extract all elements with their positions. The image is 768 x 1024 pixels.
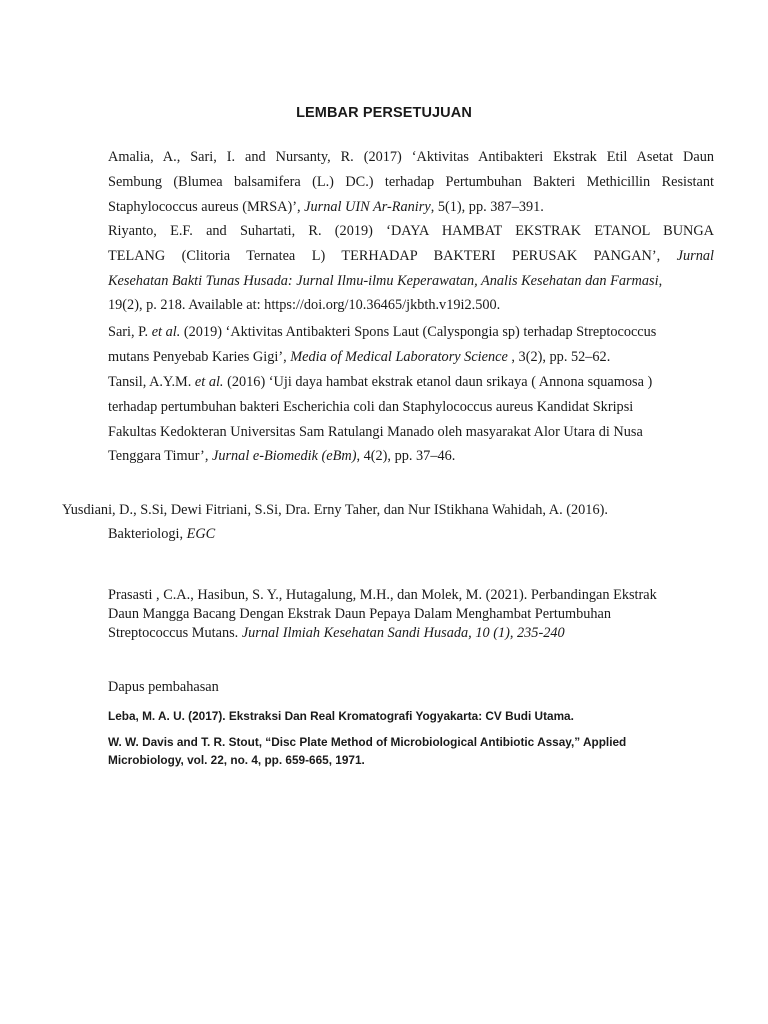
reference-line: Fakultas Kedokteran Universitas Sam Ratulangi Manado oleh masyarakat Alor Utara di Nusa	[108, 423, 643, 440]
reference-yusdiani	[62, 498, 722, 546]
reference-line: Riyanto, E.F. and Suhartati, R. (2019) ‘DAYA HAMBAT EKSTRAK ETANOL BUNGA	[108, 223, 714, 239]
reference-text: TELANG (Clitoria Ternatea L) TERHADAP BAKTERI PERUSAK PANGAN’,	[108, 247, 677, 264]
reference-line: Daun Mangga Bacang Dengan Ekstrak Daun Pepaya Dalam Menghambat Pertumbuhan	[108, 606, 612, 622]
reference-line: 19(2), p. 218. Available at: https://doi.org/10.36465/jkbth.v19i2.500.	[108, 297, 501, 314]
reference-sari	[108, 320, 714, 370]
reference-text: , 4(2), pp. 37–46.	[356, 448, 456, 465]
reference-line: Sembung (Blumea balsamifera (L.) DC.) terhadap Pertumbuhan Bakteri Methicillin Resistant	[108, 173, 714, 190]
reference-text: ,	[658, 272, 663, 289]
reference-text: , 5(1), pp. 387–391.	[430, 198, 544, 215]
reference-line: Prasasti , C.A., Hasibun, S. Y., Hutagalung, M.H., dan Molek, M. (2021). Perbandingan Ekstrak	[108, 587, 657, 603]
journal-name: Media of Medical Laboratory Science	[290, 348, 508, 365]
reference-line	[108, 195, 714, 220]
reference-text: , 3(2), pp. 52–62.	[507, 348, 611, 365]
journal-name: Jurnal UIN Ar-Raniry	[304, 198, 431, 215]
reference-text: (2019) ‘Aktivitas Antibakteri Spons Laut (Calyspongia sp) terhadap Streptococcus	[180, 324, 657, 340]
reference-text: Tenggara Timur’,	[108, 448, 212, 465]
reference-text: Tansil, A.Y.M.	[108, 374, 195, 390]
reference-riyanto	[108, 219, 714, 318]
reference-amalia	[108, 145, 714, 219]
section-label-text: Dapus pembahasan	[108, 679, 219, 695]
reference-line	[108, 624, 718, 643]
reference-text: (2016) ‘Uji daya hambat ekstrak etanol daun srikaya ( Annona squamosa )	[223, 374, 653, 390]
reference-line	[62, 522, 722, 546]
reference-line	[108, 345, 714, 370]
reference-text: Staphylococcus aureus (MRSA)’,	[108, 198, 305, 215]
reference-line: terhadap pertumbuhan bakteri Escherichia coli dan Staphylococcus aureus Kandidat Skripsi	[108, 398, 634, 415]
reference-davis	[108, 733, 708, 769]
reference-line: Yusdiani, D., S.Si, Dewi Fitriani, S.Si, Dra. Erny Taher, dan Nur IStikhana Wahidah, A. (2016).	[62, 502, 608, 518]
reference-text: Sari, P.	[108, 324, 152, 340]
reference-leba	[108, 707, 708, 725]
reference-line: Microbiology, vol. 22, no. 4, pp. 659-665, 1971.	[108, 753, 365, 767]
reference-text: mutans Penyebab Karies Gigi’,	[108, 348, 291, 365]
journal-name: Jurnal	[676, 247, 714, 264]
journal-name: Jurnal e-Biomedik (eBm)	[211, 448, 357, 465]
publisher-name: EGC	[186, 526, 216, 542]
reference-tansil	[108, 370, 714, 469]
reference-line	[108, 370, 714, 395]
journal-name: Jurnal Ilmiah Kesehatan Sandi Husada, 10 (1), 235-240	[241, 625, 565, 641]
reference-text: Streptococcus Mutans.	[108, 625, 242, 641]
reference-line	[108, 269, 714, 294]
reference-line	[108, 244, 714, 269]
reference-line: W. W. Davis and T. R. Stout, “Disc Plate Method of Microbiological Antibiotic Assay,” Applied	[108, 735, 627, 749]
section-label	[108, 678, 718, 697]
reference-text: Bakteriologi,	[108, 526, 187, 542]
reference-line	[108, 444, 714, 469]
journal-name: Kesehatan Bakti Tunas Husada: Jurnal Ilmu-ilmu Keperawatan, Analis Kesehatan dan Farmasi	[108, 272, 659, 289]
et-al: et al.	[194, 374, 224, 390]
reference-line: Amalia, A., Sari, I. and Nursanty, R. (2017) ‘Aktivitas Antibakteri Ekstrak Etil Asetat Daun	[108, 149, 714, 165]
reference-line: Leba, M. A. U. (2017). Ekstraksi Dan Real Kromatografi Yogyakarta: CV Budi Utama.	[108, 709, 574, 723]
reference-prasasti	[108, 586, 718, 643]
reference-line	[108, 320, 714, 345]
page-title: LEMBAR PERSETUJUAN	[296, 105, 472, 121]
et-al: et al.	[151, 324, 181, 340]
